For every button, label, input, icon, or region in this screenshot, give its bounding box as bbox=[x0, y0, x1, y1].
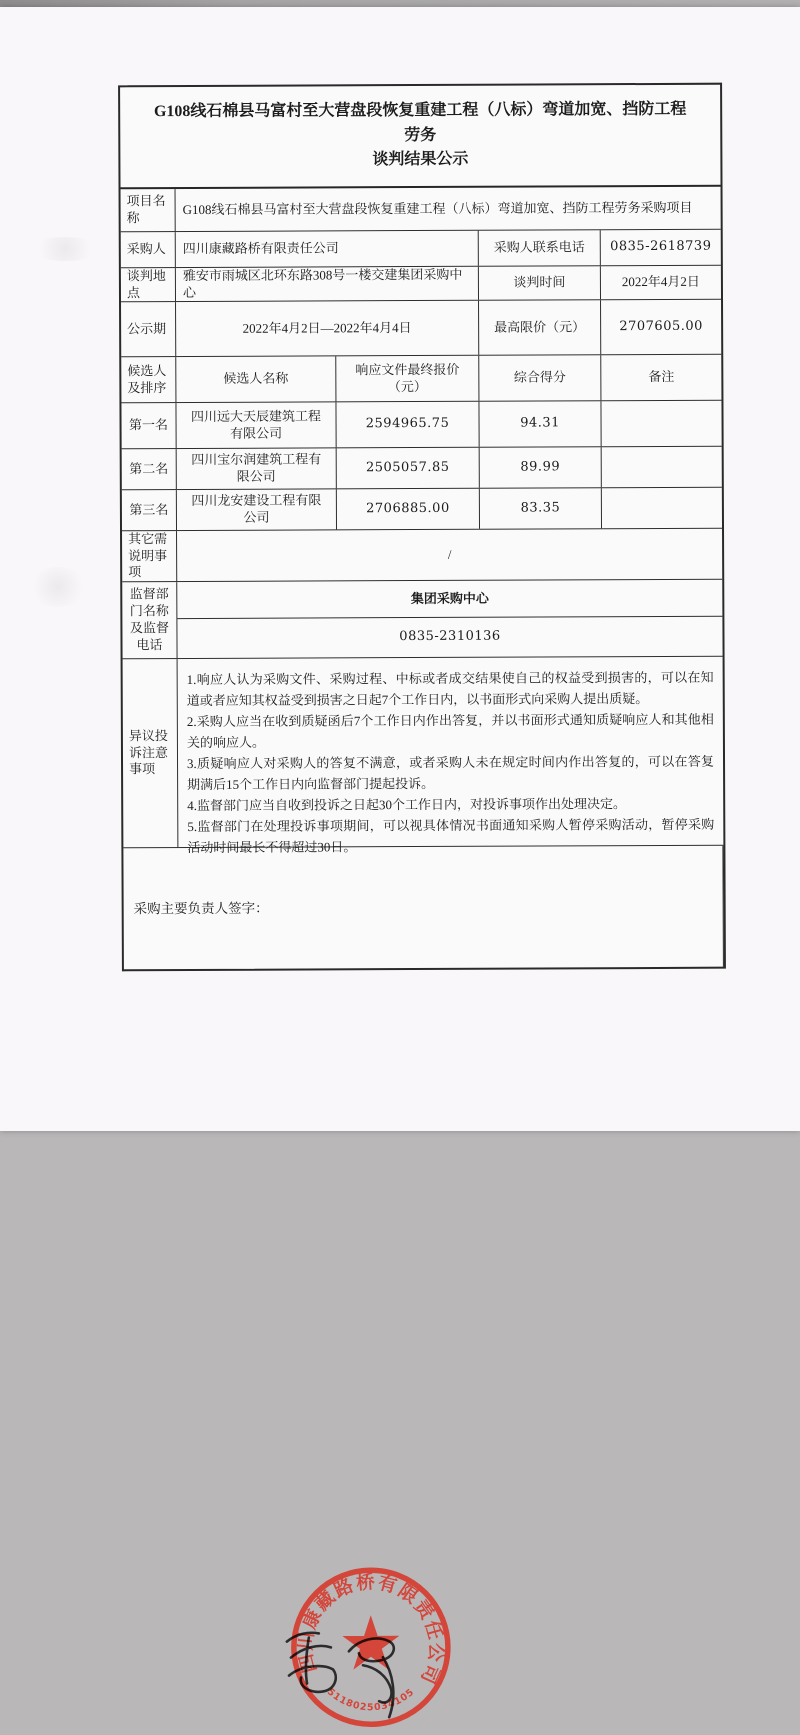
max-price-label: 最高限价（元） bbox=[479, 300, 601, 355]
other-notes-value: / bbox=[447, 546, 452, 562]
price-header-text: 响应文件最终报价 bbox=[355, 361, 460, 377]
other-notes-label: 其它需说明事项 bbox=[122, 531, 177, 581]
candidate-row-1 bbox=[121, 401, 721, 450]
publicity-value: 2022年4月2日—2022年4月4日 bbox=[176, 301, 479, 356]
document-title bbox=[120, 85, 720, 190]
place-label: 谈判地点 bbox=[121, 268, 176, 301]
announcement-table bbox=[118, 83, 726, 1714]
time-label: 谈判时间 bbox=[479, 266, 601, 300]
row-objection bbox=[123, 657, 724, 856]
candidate-row-2 bbox=[122, 447, 722, 491]
purchaser-value: 四川康藏路桥有限责任公司 bbox=[176, 231, 479, 267]
candidate-2-price: 2505057.85 bbox=[337, 448, 480, 489]
title-line-3: 谈判结果公示 bbox=[372, 151, 469, 169]
project-name-label: 项目名称 bbox=[121, 189, 176, 231]
candidate-1-remark bbox=[601, 401, 721, 447]
candidate-2-score: 89.99 bbox=[480, 447, 602, 488]
publicity-label: 公示期 bbox=[121, 302, 176, 356]
objection-items bbox=[178, 657, 724, 867]
scan-smudge bbox=[28, 567, 88, 607]
candidate-1-price: 2594965.75 bbox=[336, 402, 479, 448]
objection-label: 异议投诉注意事项 bbox=[123, 659, 179, 847]
objection-item-2: 2.采购人应当在收到质疑函后7个工作日内作出答复，并以书面形式通知质疑响应人和其他相关的响应人。 bbox=[186, 711, 714, 751]
candidate-2-name: 四川宝尔润建筑工程有限公司 bbox=[177, 448, 337, 489]
candidate-3-score: 83.35 bbox=[480, 488, 602, 529]
candidate-3-price: 2706885.00 bbox=[337, 489, 480, 530]
name-header: 候选人名称 bbox=[176, 356, 336, 402]
supervision-name: 集团采购中心 bbox=[177, 580, 722, 619]
max-price-value: 2707605.00 bbox=[619, 318, 703, 334]
objection-item-4: 4.监督部门应当自收到投诉之日起30个工作日内，对投诉事项作出处理决定。 bbox=[187, 796, 627, 814]
price-header bbox=[336, 356, 479, 402]
purchaser-label: 采购人 bbox=[121, 232, 176, 267]
objection-item-1: 1.响应人认为采购文件、采购过程、中标或者成交结果使自己的权益受到损害的，可以在知道或者应知其权益受到损害之日起7个工作日内，以书面形式向采购人提出质疑。 bbox=[186, 669, 714, 709]
row-publicity bbox=[121, 300, 721, 358]
row-purchaser bbox=[121, 230, 721, 269]
seal-number-text: 5118025034105 bbox=[324, 1686, 416, 1714]
objection-item-3: 3.质疑响应人对采购人的答复不满意，或者采购人未在规定时间内作出答复的，可以在答复期满后15个工作日内向监督部门提起投诉。 bbox=[186, 753, 715, 793]
rank-header: 候选人及排序 bbox=[121, 357, 176, 402]
row-project-name bbox=[121, 187, 721, 233]
purchaser-phone-value: 0835-2618739 bbox=[610, 238, 712, 255]
row-negotiation bbox=[121, 266, 721, 303]
candidate-3-rank: 第三名 bbox=[122, 490, 177, 530]
row-supervision bbox=[122, 580, 722, 660]
candidate-2-rank: 第二名 bbox=[122, 449, 177, 489]
candidate-1-name: 四川远大天辰建筑工程有限公司 bbox=[176, 402, 336, 448]
objection-item-5: 5.监督部门在处理投诉事项期间，可以视具体情况书面通知采购人暂停采购活动，暂停采购活动时间最长不得超过30日。 bbox=[187, 817, 715, 856]
supervision-phone: 0835-2310136 bbox=[399, 628, 501, 645]
title-line-1: G108线石棉县马富村至大营盘段恢复重建工程（八标）弯道加宽、挡防工程 bbox=[153, 100, 687, 120]
handwritten-signature bbox=[279, 1613, 439, 1722]
title-line-2: 劳务 bbox=[404, 126, 437, 144]
candidates-header-row bbox=[121, 355, 721, 404]
row-signature bbox=[123, 846, 724, 1714]
row-other-notes bbox=[122, 529, 722, 583]
project-name-value: G108线石棉县马富村至大营盘段恢复重建工程（八标）弯道加宽、挡防工程劳务采购项目 bbox=[182, 199, 693, 217]
candidate-1-rank: 第一名 bbox=[121, 403, 176, 448]
supervision-label: 监督部门名称及监督电话 bbox=[122, 582, 177, 658]
candidate-3-remark bbox=[602, 488, 722, 529]
candidate-1-score: 94.31 bbox=[479, 401, 601, 447]
signature-label: 采购主要负责人签字： bbox=[123, 846, 724, 970]
score-header: 综合得分 bbox=[479, 355, 601, 401]
candidate-3-name: 四川龙安建设工程有限公司 bbox=[177, 489, 337, 530]
candidate-row-3 bbox=[122, 488, 722, 532]
time-value: 2022年4月2日 bbox=[621, 273, 700, 290]
remark-header: 备注 bbox=[648, 368, 675, 385]
paper-edge bbox=[0, 10, 78, 20]
purchaser-phone-label: 采购人联系电话 bbox=[479, 230, 601, 266]
scan-smudge bbox=[30, 237, 100, 261]
seal-company-text: 四川康藏路桥有限责任公司 bbox=[296, 1572, 446, 1687]
place-value: 雅安市雨城区北环东路308号一楼交建集团采购中心 bbox=[176, 267, 479, 301]
price-header-unit: （元） bbox=[387, 378, 427, 394]
document-paper bbox=[0, 7, 800, 1714]
candidate-2-remark bbox=[602, 447, 722, 488]
